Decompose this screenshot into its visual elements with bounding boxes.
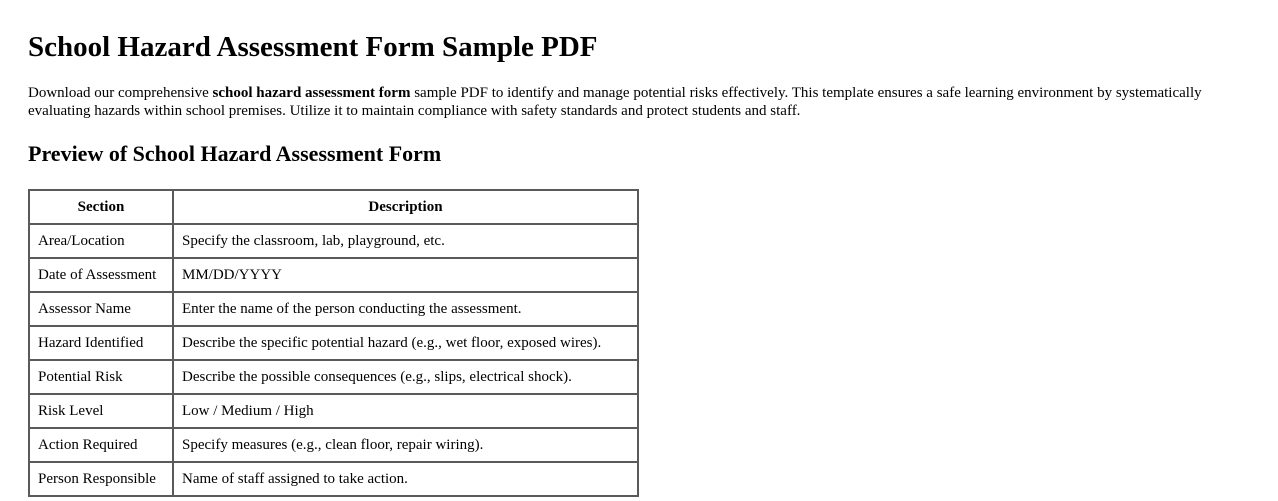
table-row	[29, 360, 638, 394]
hazard-assessment-table	[28, 189, 639, 497]
intro-text-before: Download our comprehensive	[28, 85, 213, 101]
description-cell: MM/DD/YYYY	[173, 258, 638, 292]
section-cell: Risk Level	[29, 394, 173, 428]
description-cell: Describe the specific potential hazard (e.g., wet floor, exposed wires).	[173, 326, 638, 360]
section-cell: Action Required	[29, 428, 173, 462]
table-row	[29, 224, 638, 258]
description-cell: Specify the classroom, lab, playground, etc.	[173, 224, 638, 258]
section-cell: Date of Assessment	[29, 258, 173, 292]
description-cell: Name of staff assigned to take action.	[173, 462, 638, 496]
page-title: School Hazard Assessment Form Sample PDF	[28, 31, 598, 63]
description-cell: Specify measures (e.g., clean floor, repair wiring).	[173, 428, 638, 462]
section-cell: Potential Risk	[29, 360, 173, 394]
preview-heading: Preview of School Hazard Assessment Form	[28, 141, 442, 166]
section-cell: Assessor Name	[29, 292, 173, 326]
table-row	[29, 258, 638, 292]
section-cell: Area/Location	[29, 224, 173, 258]
section-cell: Hazard Identified	[29, 326, 173, 360]
intro-paragraph	[28, 84, 1223, 120]
intro-text-bold: school hazard assessment form	[212, 85, 411, 101]
header-description: Description	[173, 190, 638, 224]
description-cell: Low / Medium / High	[173, 394, 638, 428]
table-header-row	[29, 190, 638, 224]
header-section: Section	[29, 190, 173, 224]
description-cell: Enter the name of the person conducting the assessment.	[173, 292, 638, 326]
table-row	[29, 326, 638, 360]
intro-text-after: sample PDF to identify and manage potential risks effectively. This template ensures a safe learning environment by systematically evaluating hazards within school premises. Utilize it to maintain compliance with safety standards and protect students and staff.	[28, 85, 1202, 119]
table-row	[29, 394, 638, 428]
section-cell: Person Responsible	[29, 462, 173, 496]
description-cell: Describe the possible consequences (e.g., slips, electrical shock).	[173, 360, 638, 394]
table-row	[29, 428, 638, 462]
table-row	[29, 462, 638, 496]
table-row	[29, 292, 638, 326]
